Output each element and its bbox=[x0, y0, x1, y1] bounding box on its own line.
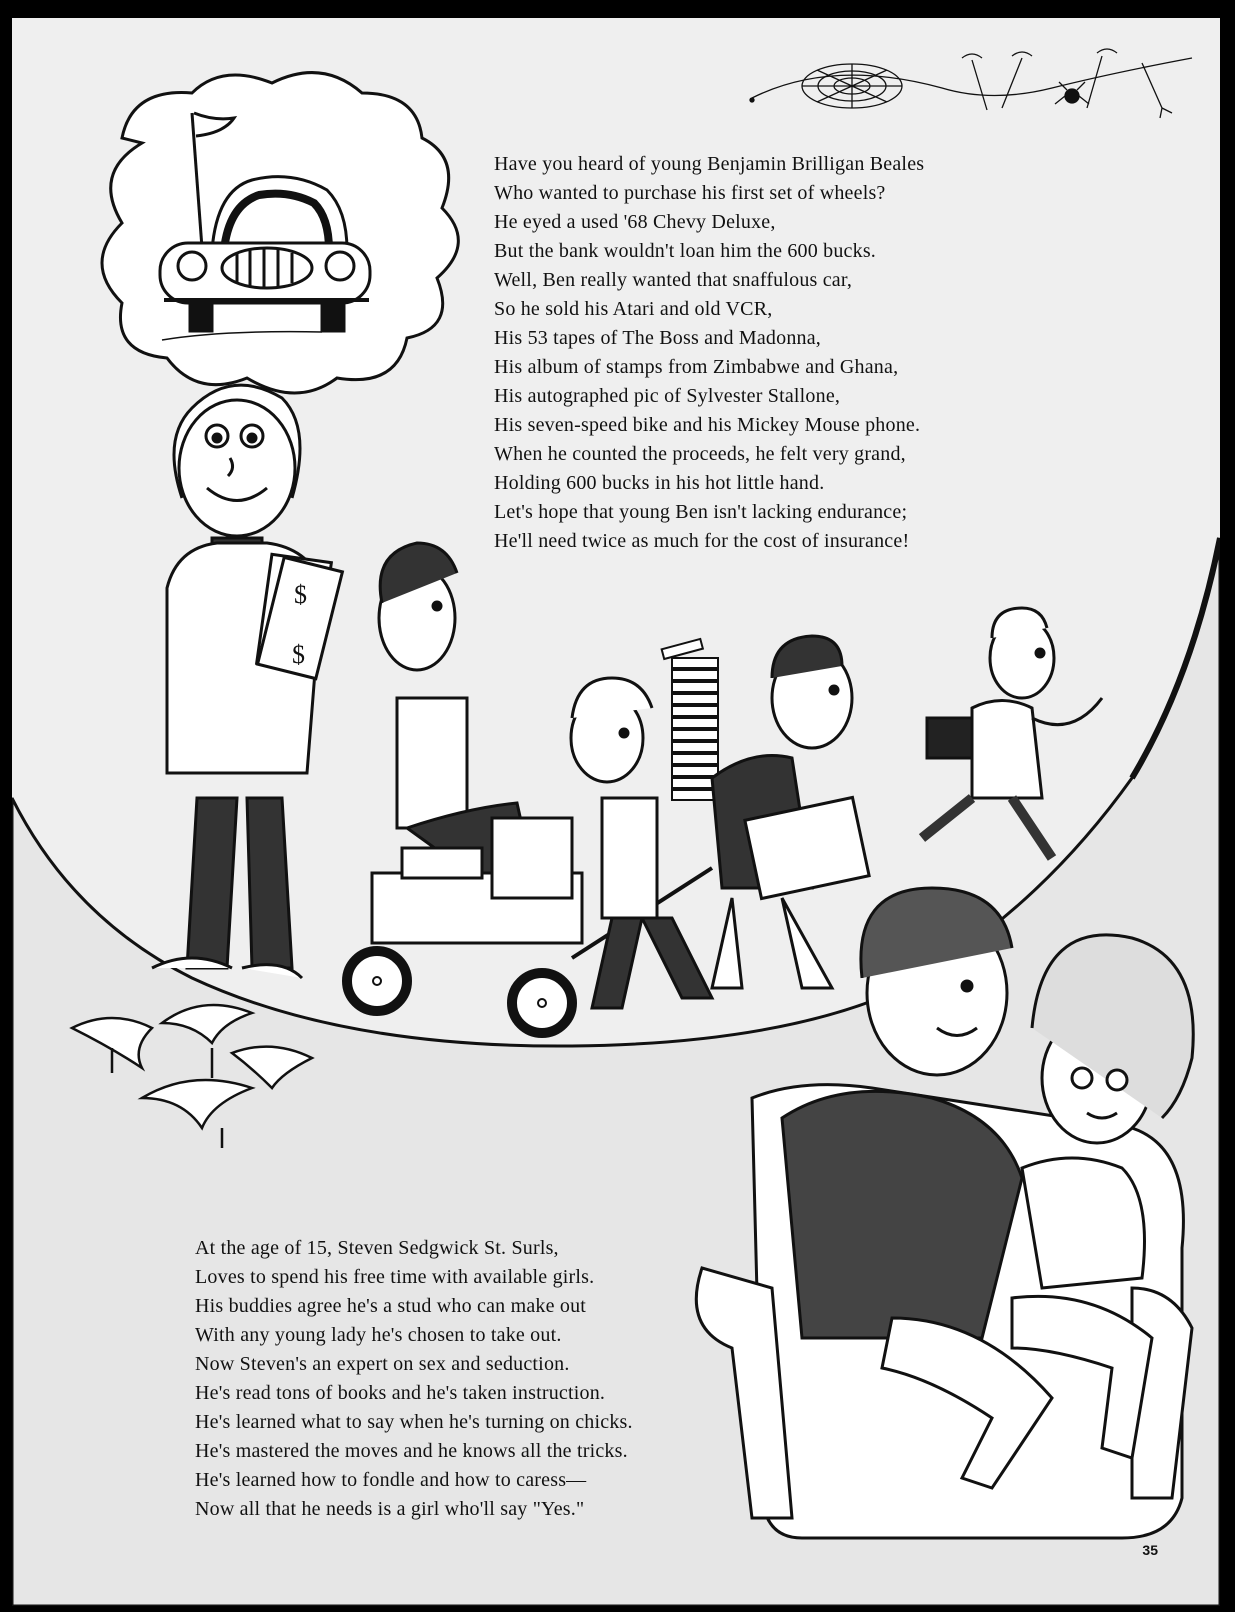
poem-line: When he counted the proceeds, he felt very grand, bbox=[494, 443, 906, 465]
poem-line: His buddies agree he's a stud who can make out bbox=[195, 1295, 587, 1317]
cash-stack bbox=[257, 554, 343, 678]
poem-line: He's read tons of books and he's taken instruction. bbox=[195, 1382, 606, 1404]
ben-figure bbox=[152, 385, 342, 978]
poem-line: But the bank wouldn't loan him the 600 bucks. bbox=[494, 240, 877, 262]
box-boy-figure bbox=[712, 636, 869, 988]
tape-stack bbox=[662, 639, 718, 800]
page-number: 35 bbox=[1142, 1542, 1158, 1558]
book-page bbox=[12, 18, 1220, 1606]
poem-line: He'll need twice as much for the cost of insurance! bbox=[494, 530, 910, 552]
poem-line: Now Steven's an expert on sex and seduction. bbox=[195, 1353, 570, 1375]
poem-line: At the age of 15, Steven Sedgwick St. Surls, bbox=[195, 1237, 559, 1259]
couple-on-sofa bbox=[696, 888, 1193, 1538]
poem-line: So he sold his Atari and old VCR, bbox=[494, 298, 773, 320]
poem-line: He eyed a used '68 Chevy Deluxe, bbox=[494, 211, 776, 233]
poem-benjamin bbox=[494, 150, 924, 556]
poem-line: Loves to spend his free time with available girls. bbox=[195, 1266, 595, 1288]
dollar-symbol: $ bbox=[294, 580, 307, 609]
wagon-boy-figure bbox=[372, 543, 582, 943]
poem-line: He's mastered the moves and he knows all the tricks. bbox=[195, 1440, 628, 1462]
poem-line: He's learned what to say when he's turning on chicks. bbox=[195, 1411, 633, 1433]
spider-web-doodle bbox=[750, 49, 1192, 118]
poem-line: Who wanted to purchase his first set of wheels? bbox=[494, 182, 886, 204]
poem-line: His seven-speed bike and his Mickey Mouse phone. bbox=[494, 414, 921, 436]
tapes-boy-figure bbox=[571, 639, 718, 1008]
poem-line: Now all that he needs is a girl who'll say "Yes." bbox=[195, 1498, 585, 1520]
thought-bubble bbox=[102, 73, 458, 393]
poem-line: His autographed pic of Sylvester Stallone, bbox=[494, 385, 841, 407]
poem-line: Have you heard of young Benjamin Brilligan Beales bbox=[494, 153, 925, 175]
poem-line: Well, Ben really wanted that snaffulous car, bbox=[494, 269, 853, 291]
poem-steven bbox=[195, 1234, 633, 1524]
dollar-symbol: $ bbox=[292, 640, 305, 669]
poem-line: Holding 600 bucks in his hot little hand. bbox=[494, 472, 825, 494]
poem-line: His 53 tapes of The Boss and Madonna, bbox=[494, 327, 821, 349]
poem-line: His album of stamps from Zimbabwe and Ghana, bbox=[494, 356, 899, 378]
poem-line: Let's hope that young Ben isn't lacking endurance; bbox=[494, 501, 908, 523]
running-boy-figure bbox=[922, 608, 1102, 858]
poem-line: He's learned how to fondle and how to caress— bbox=[195, 1469, 587, 1491]
poem-line: With any young lady he's chosen to take out. bbox=[195, 1324, 562, 1346]
